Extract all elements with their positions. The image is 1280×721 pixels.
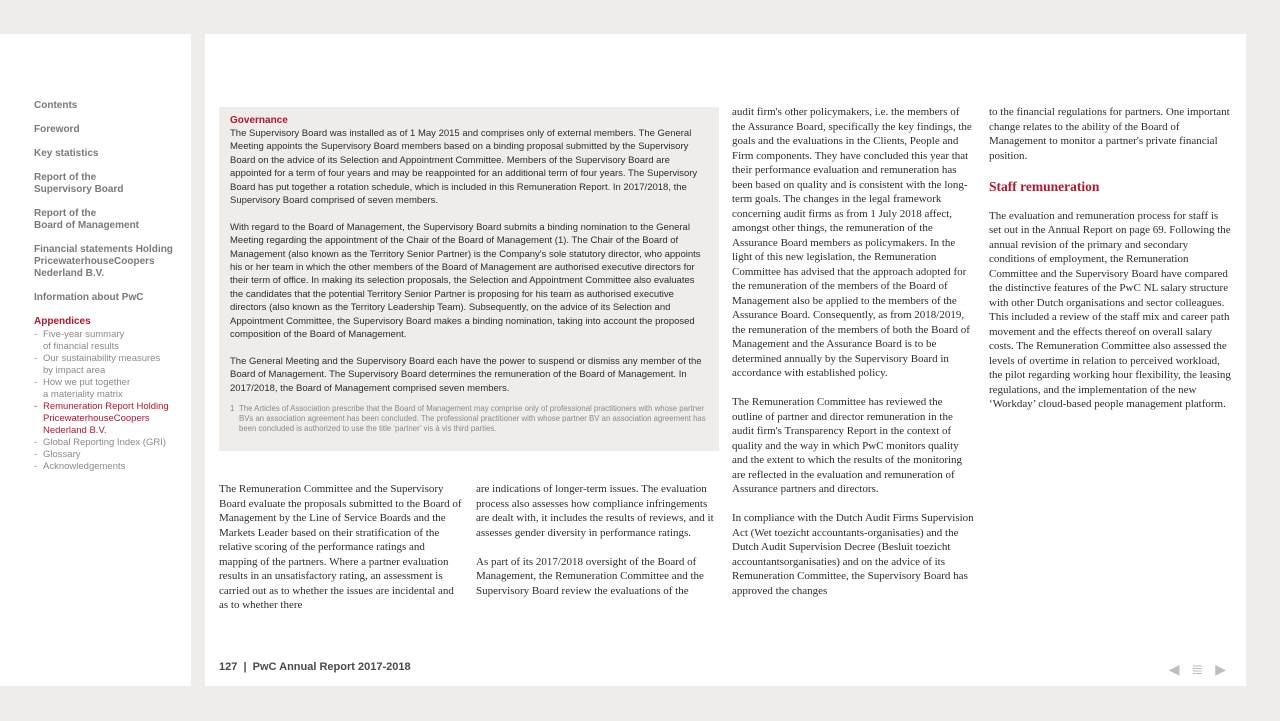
sidebar-subitem-remuneration-report[interactable]: - Remuneration Report Holding PricewaterhouseCoopers Nederland B.V. [34,401,184,437]
sidebar-item-financial-statements[interactable]: Financial statements Holding PricewaterhouseCoopers Nederland B.V. [34,244,173,279]
body-paragraph: The evaluation and remuneration process for staff is set out in the Annual Report on page 69. Following the annual revision of the primary and secondary conditions of employment, the Remuneration Committee and the Supervisory Board have compared the distinctive features of the PwC NL salary structure with other Dutch organisations and sector colleagues. This included a review of the staff mix and career path movement and the effects thereof on overall salary costs. The Remuneration Committee also assessed the levels of overtime in relation to perceived workload, the pilot regarding working hour flexibility, the leasing regulations, and the implementation of the new ‘Workday’ cloud-based people management platform. [989,209,1231,410]
sidebar-subitem-materiality-matrix[interactable]: - How we put together a materiality matrix [34,377,184,401]
body-paragraph: As part of its 2017/2018 oversight of the Board of Management, the Remuneration Committee and the Supervisory Board review the evaluations of the [476,555,704,597]
appendices-sublist [34,329,184,473]
document-page [205,34,1246,686]
governance-box [219,107,719,451]
sidebar [0,34,191,686]
sidebar-subitem-acknowledgements[interactable]: - Acknowledgements [34,461,184,473]
text-column-4 [989,105,1233,426]
governance-paragraph: The Supervisory Board was installed as of 1 May 2015 and comprises only of external members. The General Meeting appoints the Supervisory Board members based on a binding proposal submitted by the Supervisory Board on the advice of its Selection and Appointment Committee. Members of the Supervisory Board are appointed for a term of four years and may be reappointed for an additional term of four years. The Supervisory Board has put together a rotation schedule, which is included in this Remuneration Report. In 2017/2018, the Supervisory Board comprised of seven members. [230,128,698,207]
text-column-1 [219,482,462,627]
footnote-text: The Articles of Association prescribe that the Board of Management may comprise only of professional practitioners with whose partner BVs an association agreement has been concluded. The professional practitioner with whose partner BV an association agreement has been concluded is authorized to use the title ‘partner’ vis à vis third parties. [239,404,706,433]
body-paragraph: audit firm's other policymakers, i.e. the members of the Assurance Board, specifically the key findings, the goals and the evaluations in the Clients, People and Firm components. They have concluded this year that their performance evaluation and remuneration has been based on quality and is consistent with the long-term goals. The changes in the legal framework concerning audit firms as from 1 July 2018 affect, amongst other things, the remuneration of the Assurance Board members as policymakers. In the light of this new legislation, the Remuneration Committee has advised that the approach adopted for the remuneration of the members of the Board of Management also be applied to the members of the Assurance Board. Consequently, as from 2018/2019, the remuneration of the members of both the Board of Management and the Assurance Board is to be determined annually by the Supervisory Board in accordance with established policy. [732,106,972,379]
text-column-3 [732,105,975,613]
sidebar-subitem-gri[interactable]: - Global Reporting Index (GRI) [34,437,184,449]
staff-remuneration-heading: Staff remuneration [989,178,1100,194]
footnote-number: 1 [230,404,235,414]
menu-icon[interactable]: ≣ [1191,661,1204,677]
body-paragraph: The Remuneration Committee and the Supervisory Board evaluate the proposals submitted to the Board of Management by the Line of Service Boards and the Markets Leader based on their stratification of the relative scoring of the performance ratings and mapping of the partners. Where a partner evaluation results in an unsatisfactory rating, an assessment is carried out as to whether the issues are incidental and as to whether there [219,483,462,611]
governance-footnote [230,404,708,433]
text-column-2 [476,482,719,613]
sidebar-subitem-glossary[interactable]: - Glossary [34,449,184,461]
body-paragraph: In compliance with the Dutch Audit Firms Supervision Act (Wet toezicht accountants-organisaties) and the Dutch Audit Supervision Decree (Besluit toezicht accountantsorganisaties) and on the advice of its Remuneration Committee, the Supervisory Board has approved the changes [732,512,974,597]
sidebar-item-key-statistics[interactable]: Key statistics [34,148,99,159]
body-paragraph: to the financial regulations for partners. One important change relates to the ability of the Board of Management to monitor a partner's private financial position. [989,106,1230,162]
governance-title: Governance [230,115,288,126]
previous-page-icon[interactable]: ◀ [1168,661,1180,677]
body-paragraph: The Remuneration Committee has reviewed the outline of partner and director remuneration in the audit firm's Transparency Report in the context of quality and the way in which PwC monitors quality and the extent to which the results of the monitoring are reflected in the evaluation and remuneration of Assurance partners and directors. [732,396,963,495]
page-navigation [1169,661,1226,677]
sidebar-subitem-sustainability-measures[interactable]: - Our sustainability measures by impact area [34,353,184,377]
sidebar-item-supervisory-board-report[interactable]: Report of the Supervisory Board [34,172,124,195]
sidebar-item-contents[interactable]: Contents [34,100,78,111]
sidebar-item-appendices[interactable]: Appendices [34,316,91,327]
body-paragraph: are indications of longer-term issues. The evaluation process also assesses how compliance infringements are dealt with, it includes the results of reviews, and it assesses gender diversity in performance ratings. [476,483,714,539]
sidebar-nav [34,100,184,473]
sidebar-item-board-of-management-report[interactable]: Report of the Board of Management [34,208,140,231]
governance-paragraph: With regard to the Board of Management, the Supervisory Board submits a binding nomination to the General Meeting regarding the appointment of the Chair of the Board of Management (1). The Chair of the Board of Management (also known as the Territory Senior Partner) is the Company's sole statutory director, who appoints his or her team in which the other members of the Board of Management are authorised executive directors for their term of office. In making its selection proposals, the Selection and Appointment Committee also evaluates the candidates that the potential Territory Senior Partner is proposing for his team as authorised executive directors (also known as the Territory Leadership Team). Subsequently, on the advice of its Selection and Appointment Committee, the Supervisory Board makes a binding nomination, taking into account the proposed composition of the Board of Management. [230,221,701,341]
page-footer: 127 | PwC Annual Report 2017-2018 [219,661,411,673]
sidebar-subitem-five-year-summary[interactable]: - Five-year summary of financial results [34,329,184,353]
sidebar-item-information-about-pwc[interactable]: Information about PwC [34,292,144,303]
sidebar-item-foreword[interactable]: Foreword [34,124,80,135]
next-page-icon[interactable]: ▶ [1215,661,1226,677]
governance-paragraph: The General Meeting and the Supervisory Board each have the power to suspend or dismiss any member of the Board of Management. The Supervisory Board determines the remuneration of the Board of Management. In 2017/2018, the Board of Management comprised seven members. [230,355,702,394]
